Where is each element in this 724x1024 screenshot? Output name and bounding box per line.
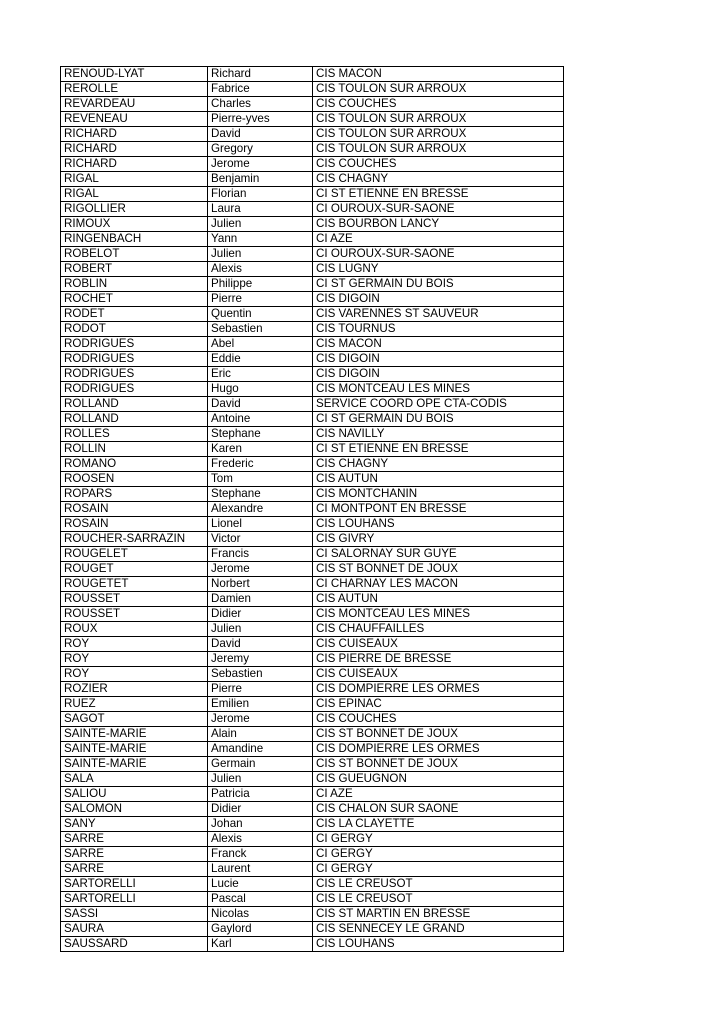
first-name-cell: Didier (208, 607, 313, 622)
unit-cell: CIS MACON (313, 337, 564, 352)
table-row (61, 307, 564, 322)
last-name-cell: SALA (61, 772, 208, 787)
first-name-cell: Stephane (208, 427, 313, 442)
first-name-cell: Fabrice (208, 82, 313, 97)
table-row (61, 757, 564, 772)
table-row (61, 427, 564, 442)
last-name-cell: ROPARS (61, 487, 208, 502)
last-name-cell: SARRE (61, 862, 208, 877)
first-name-cell: Sebastien (208, 322, 313, 337)
last-name-cell: RUEZ (61, 697, 208, 712)
table-row (61, 322, 564, 337)
personnel-table (60, 66, 564, 952)
unit-cell: CIS ST BONNET DE JOUX (313, 562, 564, 577)
last-name-cell: ROUX (61, 622, 208, 637)
table-row (61, 697, 564, 712)
first-name-cell: David (208, 637, 313, 652)
last-name-cell: RICHARD (61, 127, 208, 142)
first-name-cell: Julien (208, 247, 313, 262)
unit-cell: CIS ST BONNET DE JOUX (313, 757, 564, 772)
table-row (61, 937, 564, 952)
first-name-cell: Karen (208, 442, 313, 457)
table-row (61, 457, 564, 472)
table-row (61, 847, 564, 862)
table-row (61, 682, 564, 697)
first-name-cell: Yann (208, 232, 313, 247)
table-row (61, 802, 564, 817)
unit-cell: CI ST ETIENNE EN BRESSE (313, 442, 564, 457)
last-name-cell: SAINTE-MARIE (61, 742, 208, 757)
unit-cell: CI AZE (313, 232, 564, 247)
table-row (61, 337, 564, 352)
last-name-cell: RICHARD (61, 142, 208, 157)
unit-cell: CIS DIGOIN (313, 352, 564, 367)
table-row (61, 382, 564, 397)
unit-cell: CIS COUCHES (313, 97, 564, 112)
last-name-cell: RINGENBACH (61, 232, 208, 247)
table-row (61, 412, 564, 427)
unit-cell: CIS LE CREUSOT (313, 892, 564, 907)
last-name-cell: SALOMON (61, 802, 208, 817)
unit-cell: CIS MONTCEAU LES MINES (313, 382, 564, 397)
first-name-cell: Abel (208, 337, 313, 352)
table-row (61, 172, 564, 187)
first-name-cell: Gaylord (208, 922, 313, 937)
unit-cell: CIS PIERRE DE BRESSE (313, 652, 564, 667)
unit-cell: CIS TOULON SUR ARROUX (313, 112, 564, 127)
first-name-cell: Charles (208, 97, 313, 112)
first-name-cell: Lionel (208, 517, 313, 532)
first-name-cell: Patricia (208, 787, 313, 802)
first-name-cell: Alexis (208, 832, 313, 847)
last-name-cell: ROBLIN (61, 277, 208, 292)
unit-cell: CIS AUTUN (313, 472, 564, 487)
first-name-cell: Franck (208, 847, 313, 862)
table-row (61, 367, 564, 382)
unit-cell: CIS ST MARTIN EN BRESSE (313, 907, 564, 922)
first-name-cell: Richard (208, 67, 313, 82)
first-name-cell: David (208, 127, 313, 142)
table-row (61, 817, 564, 832)
last-name-cell: SASSI (61, 907, 208, 922)
first-name-cell: Didier (208, 802, 313, 817)
unit-cell: CI ST GERMAIN DU BOIS (313, 277, 564, 292)
unit-cell: CI GERGY (313, 847, 564, 862)
last-name-cell: RODRIGUES (61, 352, 208, 367)
unit-cell: CIS DIGOIN (313, 292, 564, 307)
table-row (61, 907, 564, 922)
unit-cell: CIS TOULON SUR ARROUX (313, 127, 564, 142)
last-name-cell: RODET (61, 307, 208, 322)
first-name-cell: Norbert (208, 577, 313, 592)
first-name-cell: Karl (208, 937, 313, 952)
table-row (61, 517, 564, 532)
table-row (61, 532, 564, 547)
table-row (61, 67, 564, 82)
last-name-cell: ROLLAND (61, 412, 208, 427)
first-name-cell: Laura (208, 202, 313, 217)
table-row (61, 877, 564, 892)
first-name-cell: Lucie (208, 877, 313, 892)
unit-cell: CI ST ETIENNE EN BRESSE (313, 187, 564, 202)
last-name-cell: ROBELOT (61, 247, 208, 262)
last-name-cell: RIGOLLIER (61, 202, 208, 217)
unit-cell: CIS COUCHES (313, 712, 564, 727)
unit-cell: SERVICE COORD OPE CTA-CODIS (313, 397, 564, 412)
table-row (61, 502, 564, 517)
last-name-cell: SANY (61, 817, 208, 832)
last-name-cell: RODRIGUES (61, 382, 208, 397)
table-row (61, 232, 564, 247)
unit-cell: CIS NAVILLY (313, 427, 564, 442)
first-name-cell: Philippe (208, 277, 313, 292)
first-name-cell: Pierre-yves (208, 112, 313, 127)
table-row (61, 472, 564, 487)
first-name-cell: Francis (208, 547, 313, 562)
last-name-cell: ROY (61, 652, 208, 667)
first-name-cell: Hugo (208, 382, 313, 397)
table-row (61, 637, 564, 652)
unit-cell: CIS VARENNES ST SAUVEUR (313, 307, 564, 322)
last-name-cell: ROY (61, 667, 208, 682)
first-name-cell: Tom (208, 472, 313, 487)
table-row (61, 742, 564, 757)
table-row (61, 622, 564, 637)
last-name-cell: SARTORELLI (61, 877, 208, 892)
first-name-cell: Alain (208, 727, 313, 742)
last-name-cell: RODOT (61, 322, 208, 337)
first-name-cell: Julien (208, 772, 313, 787)
unit-cell: CIS COUCHES (313, 157, 564, 172)
first-name-cell: Alexandre (208, 502, 313, 517)
table-row (61, 292, 564, 307)
first-name-cell: Julien (208, 622, 313, 637)
table-row (61, 112, 564, 127)
first-name-cell: Frederic (208, 457, 313, 472)
last-name-cell: SAGOT (61, 712, 208, 727)
last-name-cell: RICHARD (61, 157, 208, 172)
last-name-cell: RENOUD-LYAT (61, 67, 208, 82)
unit-cell: CIS TOULON SUR ARROUX (313, 142, 564, 157)
table-row (61, 772, 564, 787)
last-name-cell: ROY (61, 637, 208, 652)
last-name-cell: ROUGET (61, 562, 208, 577)
table-row (61, 892, 564, 907)
unit-cell: CI SALORNAY SUR GUYE (313, 547, 564, 562)
unit-cell: CI CHARNAY LES MACON (313, 577, 564, 592)
last-name-cell: SALIOU (61, 787, 208, 802)
unit-cell: CIS TOURNUS (313, 322, 564, 337)
last-name-cell: ROMANO (61, 457, 208, 472)
first-name-cell: Germain (208, 757, 313, 772)
last-name-cell: REROLLE (61, 82, 208, 97)
last-name-cell: RIGAL (61, 187, 208, 202)
unit-cell: CIS MONTCEAU LES MINES (313, 607, 564, 622)
table-row (61, 142, 564, 157)
unit-cell: CIS SENNECEY LE GRAND (313, 922, 564, 937)
unit-cell: CI AZE (313, 787, 564, 802)
last-name-cell: ROUGETET (61, 577, 208, 592)
table-row (61, 607, 564, 622)
table-row (61, 352, 564, 367)
table-row (61, 577, 564, 592)
unit-cell: CIS LOUHANS (313, 517, 564, 532)
first-name-cell: Pierre (208, 682, 313, 697)
unit-cell: CI OUROUX-SUR-SAONE (313, 202, 564, 217)
unit-cell: CIS CHAUFFAILLES (313, 622, 564, 637)
table-row (61, 832, 564, 847)
unit-cell: CIS CUISEAUX (313, 637, 564, 652)
first-name-cell: Pierre (208, 292, 313, 307)
unit-cell: CIS CUISEAUX (313, 667, 564, 682)
personnel-table-body (61, 67, 564, 952)
first-name-cell: Pascal (208, 892, 313, 907)
last-name-cell: ROUCHER-SARRAZIN (61, 532, 208, 547)
last-name-cell: ROUSSET (61, 592, 208, 607)
last-name-cell: RIMOUX (61, 217, 208, 232)
first-name-cell: Jerome (208, 562, 313, 577)
unit-cell: CI OUROUX-SUR-SAONE (313, 247, 564, 262)
table-row (61, 592, 564, 607)
first-name-cell: Stephane (208, 487, 313, 502)
table-row (61, 727, 564, 742)
unit-cell: CIS DOMPIERRE LES ORMES (313, 682, 564, 697)
last-name-cell: ROLLIN (61, 442, 208, 457)
last-name-cell: SARRE (61, 847, 208, 862)
unit-cell: CIS MONTCHANIN (313, 487, 564, 502)
table-row (61, 862, 564, 877)
unit-cell: CIS DOMPIERRE LES ORMES (313, 742, 564, 757)
table-row (61, 277, 564, 292)
first-name-cell: Johan (208, 817, 313, 832)
table-row (61, 712, 564, 727)
last-name-cell: ROOSEN (61, 472, 208, 487)
unit-cell: CI MONTPONT EN BRESSE (313, 502, 564, 517)
last-name-cell: RODRIGUES (61, 337, 208, 352)
unit-cell: CIS EPINAC (313, 697, 564, 712)
unit-cell: CIS LE CREUSOT (313, 877, 564, 892)
table-row (61, 487, 564, 502)
first-name-cell: Quentin (208, 307, 313, 322)
last-name-cell: SAINTE-MARIE (61, 727, 208, 742)
unit-cell: CIS DIGOIN (313, 367, 564, 382)
first-name-cell: Eric (208, 367, 313, 382)
first-name-cell: Laurent (208, 862, 313, 877)
last-name-cell: SAINTE-MARIE (61, 757, 208, 772)
first-name-cell: Victor (208, 532, 313, 547)
last-name-cell: ROSAIN (61, 517, 208, 532)
unit-cell: CIS CHALON SUR SAONE (313, 802, 564, 817)
table-row (61, 127, 564, 142)
table-row (61, 397, 564, 412)
unit-cell: CIS ST BONNET DE JOUX (313, 727, 564, 742)
table-row (61, 547, 564, 562)
last-name-cell: ROUSSET (61, 607, 208, 622)
unit-cell: CI GERGY (313, 832, 564, 847)
unit-cell: CIS BOURBON LANCY (313, 217, 564, 232)
first-name-cell: Gregory (208, 142, 313, 157)
first-name-cell: Jerome (208, 712, 313, 727)
unit-cell: CIS MACON (313, 67, 564, 82)
last-name-cell: ROCHET (61, 292, 208, 307)
last-name-cell: SAUSSARD (61, 937, 208, 952)
first-name-cell: Antoine (208, 412, 313, 427)
first-name-cell: Julien (208, 217, 313, 232)
table-row (61, 652, 564, 667)
first-name-cell: Alexis (208, 262, 313, 277)
table-row (61, 442, 564, 457)
table-row (61, 922, 564, 937)
table-row (61, 217, 564, 232)
table-row (61, 667, 564, 682)
first-name-cell: Sebastien (208, 667, 313, 682)
first-name-cell: Jerome (208, 157, 313, 172)
last-name-cell: ROLLAND (61, 397, 208, 412)
table-row (61, 202, 564, 217)
unit-cell: CI ST GERMAIN DU BOIS (313, 412, 564, 427)
table-row (61, 562, 564, 577)
table-row (61, 97, 564, 112)
first-name-cell: Jeremy (208, 652, 313, 667)
unit-cell: CIS GUEUGNON (313, 772, 564, 787)
last-name-cell: ROBERT (61, 262, 208, 277)
unit-cell: CIS GIVRY (313, 532, 564, 547)
table-row (61, 787, 564, 802)
last-name-cell: SARTORELLI (61, 892, 208, 907)
first-name-cell: Benjamin (208, 172, 313, 187)
first-name-cell: Damien (208, 592, 313, 607)
last-name-cell: ROLLES (61, 427, 208, 442)
last-name-cell: SARRE (61, 832, 208, 847)
last-name-cell: ROZIER (61, 682, 208, 697)
first-name-cell: David (208, 397, 313, 412)
first-name-cell: Florian (208, 187, 313, 202)
table-row (61, 82, 564, 97)
unit-cell: CIS LOUHANS (313, 937, 564, 952)
last-name-cell: ROSAIN (61, 502, 208, 517)
last-name-cell: REVARDEAU (61, 97, 208, 112)
last-name-cell: REVENEAU (61, 112, 208, 127)
unit-cell: CIS CHAGNY (313, 457, 564, 472)
first-name-cell: Nicolas (208, 907, 313, 922)
unit-cell: CI GERGY (313, 862, 564, 877)
last-name-cell: ROUGELET (61, 547, 208, 562)
table-row (61, 187, 564, 202)
table-row (61, 247, 564, 262)
unit-cell: CIS LA CLAYETTE (313, 817, 564, 832)
table-row (61, 157, 564, 172)
first-name-cell: Amandine (208, 742, 313, 757)
table-row (61, 262, 564, 277)
unit-cell: CIS TOULON SUR ARROUX (313, 82, 564, 97)
unit-cell: CIS LUGNY (313, 262, 564, 277)
unit-cell: CIS AUTUN (313, 592, 564, 607)
last-name-cell: SAURA (61, 922, 208, 937)
last-name-cell: RIGAL (61, 172, 208, 187)
first-name-cell: Eddie (208, 352, 313, 367)
first-name-cell: Emilien (208, 697, 313, 712)
last-name-cell: RODRIGUES (61, 367, 208, 382)
unit-cell: CIS CHAGNY (313, 172, 564, 187)
